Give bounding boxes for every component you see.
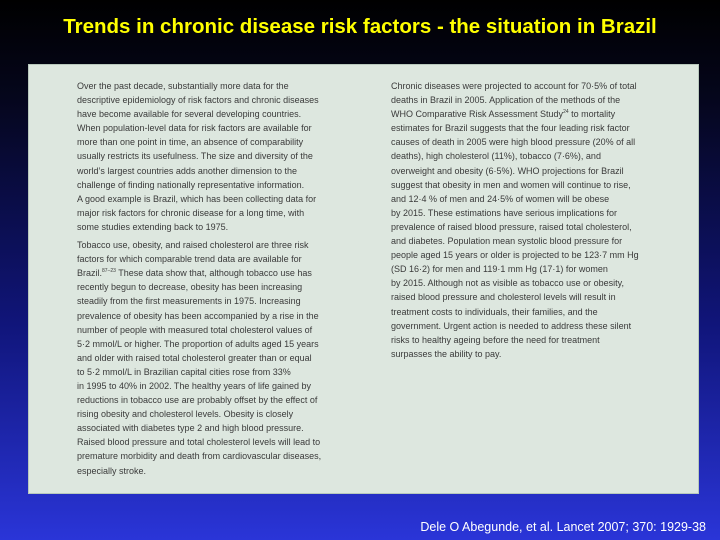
text-line: 5·2 mmol/L or higher. The proportion of adults aged 15 years bbox=[77, 338, 319, 349]
right-column bbox=[391, 79, 653, 365]
text-line: and older with raised total cholesterol greater than or equal bbox=[77, 352, 312, 363]
text-line: Tobacco use, obesity, and raised cholesterol are three risk bbox=[77, 240, 309, 251]
text-line: to 5·2 mmol/L in Brazilian capital cities rose from 33% bbox=[77, 366, 291, 377]
text-line: usually restricts its usefulness. The size and diversity of the bbox=[77, 151, 313, 162]
text-line: prevalence of obesity has been accompanied by a rise in the bbox=[77, 310, 319, 321]
text-fragment: Brazil. bbox=[77, 268, 103, 279]
text-line: and 12·4 % of men and 24·5% of women will be obese bbox=[391, 193, 610, 204]
text-line: in 1995 to 40% in 2002. The healthy years of life gained by bbox=[77, 380, 311, 391]
text-line: treatment costs to individuals, their families, and the bbox=[391, 306, 598, 317]
citation: Dele O Abegunde, et al. Lancet 2007; 370: 1929-38 bbox=[420, 520, 706, 534]
text-line: have become available for several developing countries. bbox=[77, 109, 302, 120]
text-line: reductions in tobacco use are probably offset by the effect of bbox=[77, 395, 318, 406]
text-line: prevalence of raised blood pressure, raised total cholesterol, bbox=[391, 221, 632, 232]
text-line: Raised blood pressure and total cholesterol levels will lead to bbox=[77, 437, 321, 448]
text-line: causes of death in 2005 were high blood pressure (20% of all bbox=[391, 137, 636, 148]
text-line: people aged 15 years or older is projected to be 123·7 mm Hg bbox=[391, 250, 639, 261]
slide-title: Trends in chronic disease risk factors - the situation in Brazil bbox=[63, 15, 657, 38]
text-line-with-reference bbox=[77, 266, 339, 280]
text-line: number of people with measured total cholesterol values of bbox=[77, 324, 313, 335]
text-line: suggest that obesity in men and women will continue to rise, bbox=[391, 179, 631, 190]
text-line: premature morbidity and death from cardiovascular diseases, bbox=[77, 451, 322, 462]
text-line: major risk factors for chronic disease for a long time, with bbox=[77, 207, 305, 218]
text-line: steadily from the first measurements in 1975. Increasing bbox=[77, 296, 301, 307]
text-line: descriptive epidemiology of risk factors and chronic diseases bbox=[77, 95, 319, 106]
text-fragment: to mortality bbox=[568, 109, 616, 120]
text-line: Over the past decade, substantially more data for the bbox=[77, 81, 289, 91]
text-line: (SD 16·2) for men and 119·1 mm Hg (17·1) for women bbox=[391, 264, 608, 275]
paragraph-intro bbox=[77, 79, 339, 234]
text-line: by 2015. Although not as visible as tobacco use or obesity, bbox=[391, 278, 624, 289]
text-line: deaths), high cholesterol (11%), tobacco (7·6%), and bbox=[391, 151, 601, 162]
text-line: challenge of finding nationally representative information. bbox=[77, 179, 305, 190]
reference-superscript: 24 bbox=[563, 109, 569, 116]
text-line: and diabetes. Population mean systolic blood pressure for bbox=[391, 236, 623, 247]
text-line: surpasses the ability to pay. bbox=[391, 348, 502, 359]
left-column bbox=[77, 79, 339, 482]
article-excerpt bbox=[28, 64, 699, 494]
paragraph-risk-factors bbox=[77, 238, 339, 478]
text-fragment: WHO Comparative Risk Assessment Study bbox=[391, 109, 564, 120]
text-line: more than one point in time, an absence of comparability bbox=[77, 137, 304, 148]
text-line: rising obesity and cholesterol levels. Obesity is closely bbox=[77, 409, 294, 420]
text-line: When population-level data for risk factors are available for bbox=[77, 123, 312, 134]
text-line: estimates for Brazil suggests that the four leading risk factor bbox=[391, 123, 630, 134]
text-line: some studies extending back to 1975. bbox=[77, 221, 229, 232]
text-fragment: These data show that, although tobacco use has bbox=[115, 268, 312, 279]
text-line: risks to healthy ageing before the need for treatment bbox=[391, 334, 600, 345]
text-line: government. Urgent action is needed to address these silent bbox=[391, 320, 632, 331]
text-line: by 2015. These estimations have serious implications for bbox=[391, 207, 617, 218]
text-line: Chronic diseases were projected to account for 70·5% of total bbox=[391, 81, 637, 91]
text-line: especially stroke. bbox=[77, 465, 147, 476]
text-line-with-reference bbox=[391, 107, 653, 121]
text-line: raised blood pressure and cholesterol levels will result in bbox=[391, 292, 616, 303]
paragraph-projections bbox=[391, 79, 653, 361]
text-line: world’s largest countries adds another dimension to the bbox=[77, 165, 297, 176]
text-line: overweight and obesity (6·5%). WHO projections for Brazil bbox=[391, 165, 624, 176]
text-line: associated with diabetes type 2 and high blood pressure. bbox=[77, 423, 304, 434]
text-line: factors for which comparable trend data are available for bbox=[77, 254, 302, 265]
text-line: deaths in Brazil in 2005. Application of the methods of the bbox=[391, 95, 621, 106]
reference-superscript: 87–23 bbox=[102, 268, 116, 275]
text-line: recently begun to decrease, obesity has been increasing bbox=[77, 282, 303, 293]
text-line: A good example is Brazil, which has been collecting data for bbox=[77, 193, 317, 204]
